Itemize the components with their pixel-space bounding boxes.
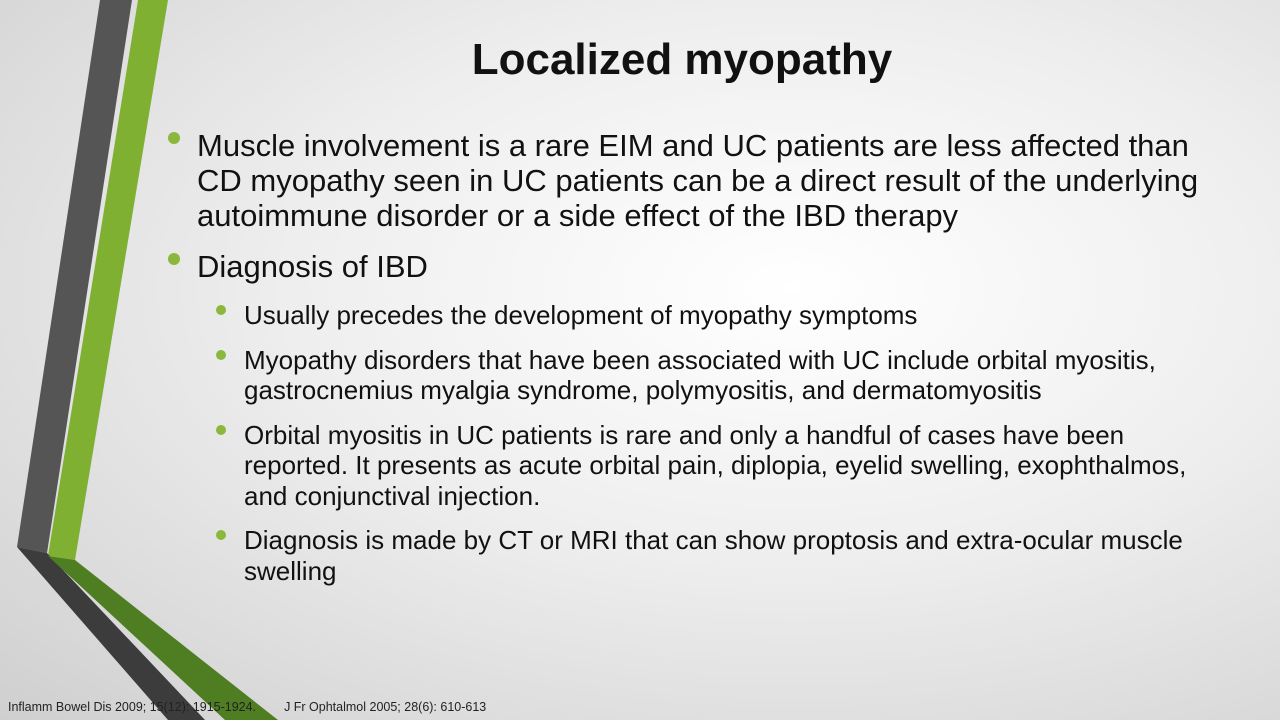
sub-bullet-ct-mri xyxy=(216,525,1208,586)
sub-bullet-disorders xyxy=(216,345,1208,406)
bullet-dot xyxy=(216,305,226,315)
bullet-diagnosis-of-ibd xyxy=(168,249,1208,284)
references-footer xyxy=(8,699,486,715)
bullet-dot xyxy=(216,350,226,360)
bullet-dot xyxy=(216,425,226,435)
bullet-dot xyxy=(168,253,180,265)
slide-content xyxy=(168,128,1208,600)
slide-title: Localized myopathy xyxy=(471,35,893,84)
sub-bullet-text: Orbital myositis in UC patients is rare and only a handful of cases have been reported. It presents as acute orbital pain, diplopia, eyelid swelling, exophthalmos, and conjunctival injection. xyxy=(244,419,1187,511)
sub-bullet-text: Usually precedes the development of myopathy symptoms xyxy=(244,300,918,330)
reference-1: Inflamm Bowel Dis 2009; 15(12): 1915-1924. xyxy=(8,700,257,714)
sub-bullet-precedes xyxy=(216,300,1208,331)
bullet-muscle-involvement xyxy=(168,128,1208,233)
sub-bullet-text: Myopathy disorders that have been associated with UC include orbital myositis, gastrocnemius myalgia syndrome, polymyositis, and dermatomyositis xyxy=(244,344,1156,405)
bullet-dot xyxy=(168,132,180,144)
sub-bullet-text: Diagnosis is made by CT or MRI that can show proptosis and extra-ocular muscle swelling xyxy=(244,525,1183,586)
bullet-text: Muscle involvement is a rare EIM and UC patients are less affected than CD myopathy seen in UC patients can be a direct result of the underlying autoimmune disorder or a side effect of the IBD therapy xyxy=(197,128,1199,233)
reference-2: J Fr Ophtalmol 2005; 28(6): 610-613 xyxy=(284,700,487,714)
bullet-dot xyxy=(216,530,226,540)
sub-bullet-orbital-myositis xyxy=(216,420,1208,512)
bullet-text: Diagnosis of IBD xyxy=(197,249,428,284)
